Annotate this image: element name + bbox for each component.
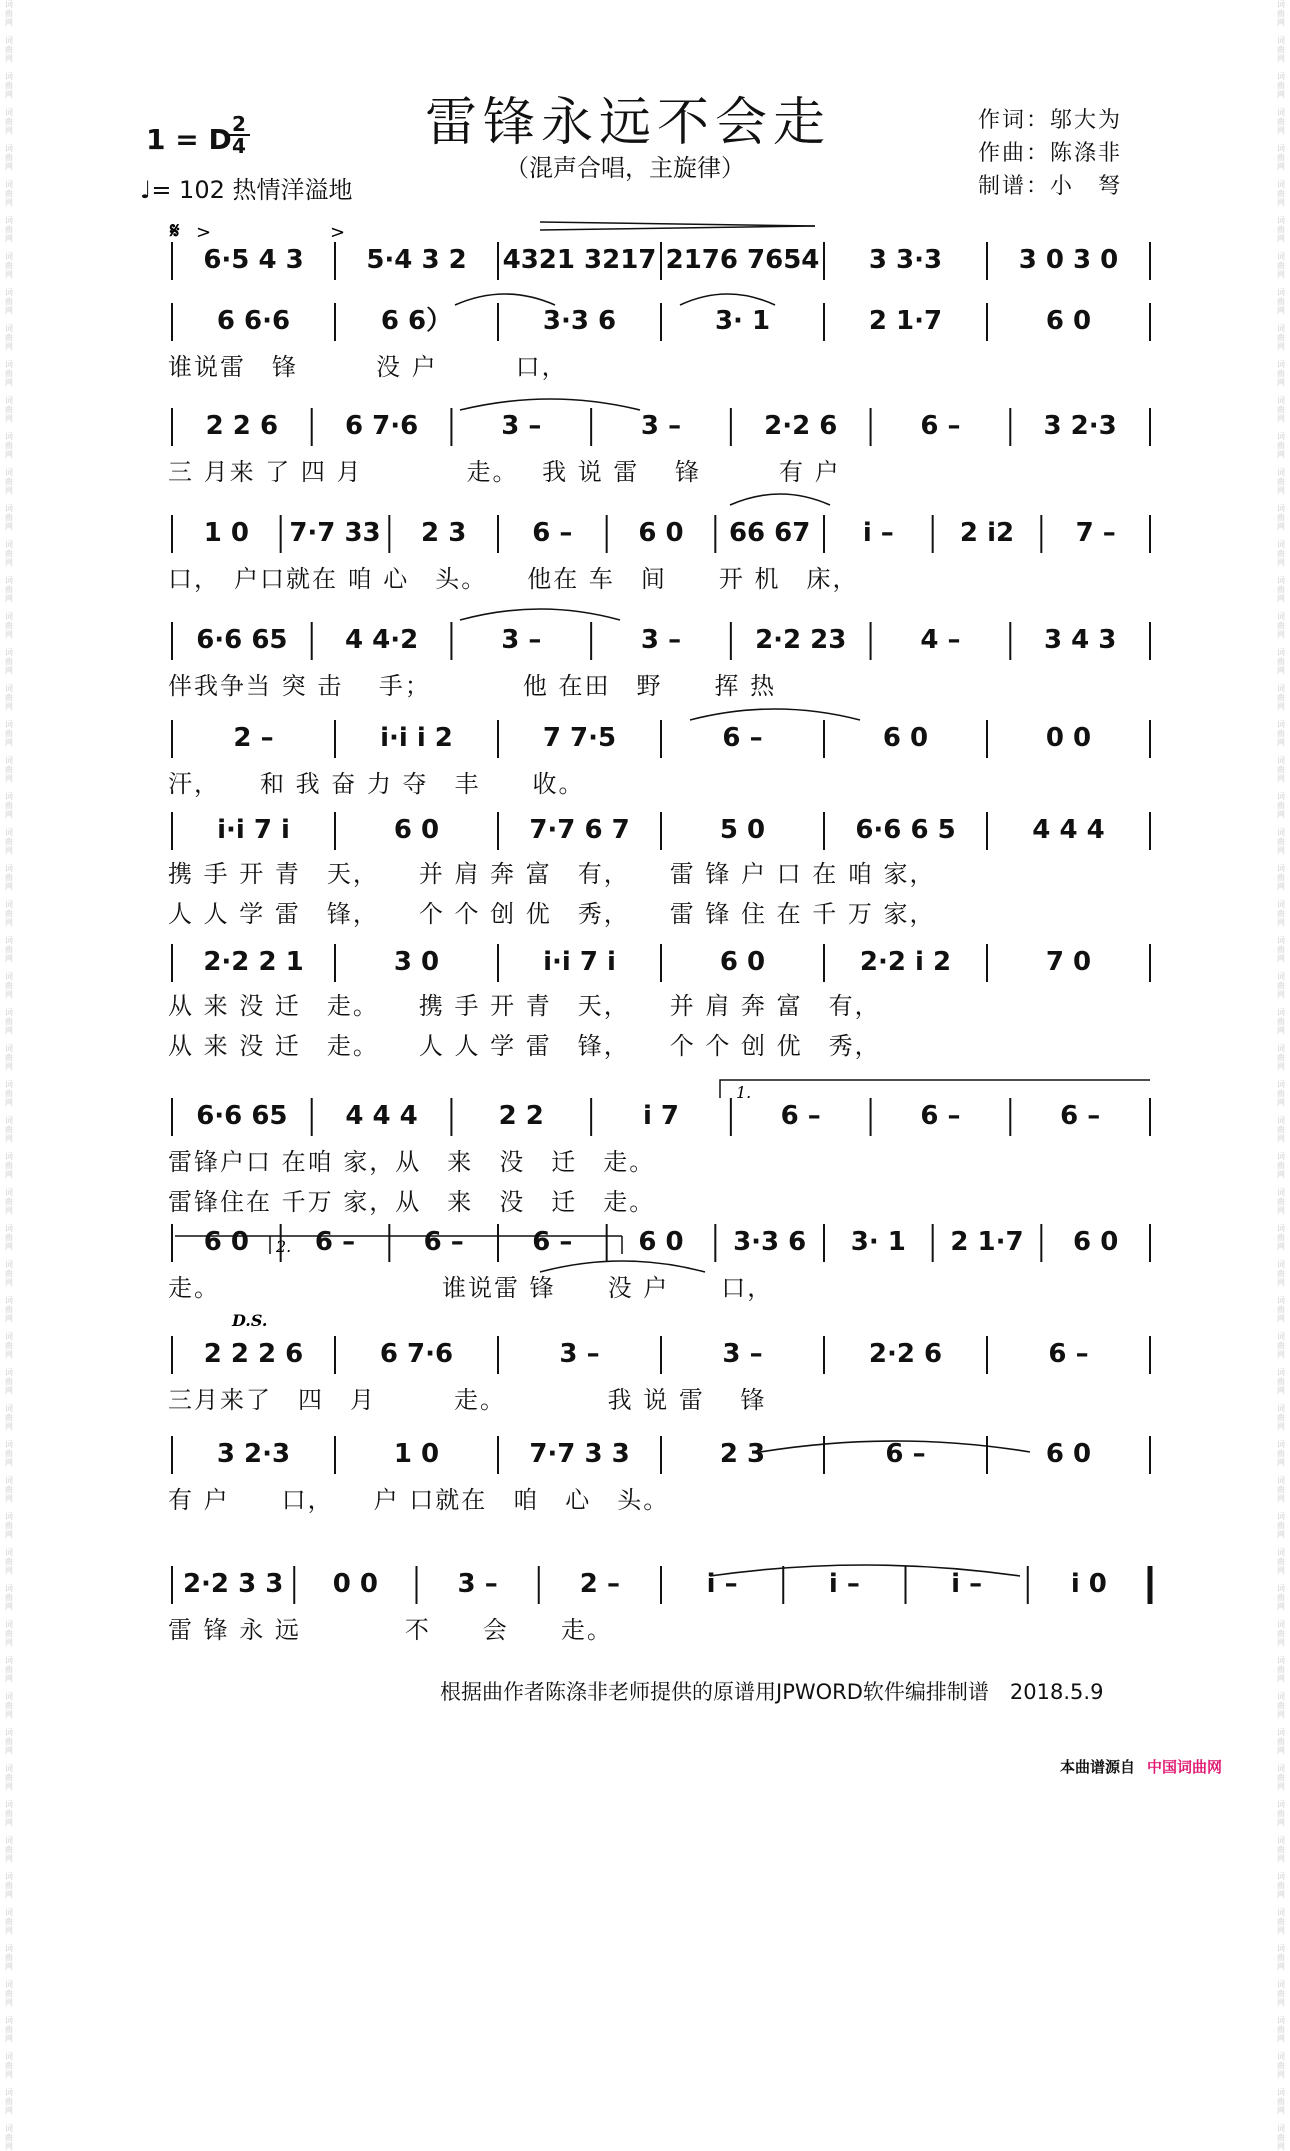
hairpin-line <box>540 226 815 230</box>
measure-notes: 3 2·3 <box>1043 411 1117 441</box>
measure-notes: i – <box>706 1569 738 1599</box>
footer-note: 根据曲作者陈涤非老师提供的原谱用JPWORD软件编排制谱 2018.5.9 <box>440 1680 1104 1704</box>
volta-1-bracket <box>720 1080 1150 1098</box>
measure-notes: 6 – <box>423 1227 464 1257</box>
measure-notes: 4321 3217 <box>502 245 657 275</box>
measure-notes: 3 0 <box>393 947 440 977</box>
measure-notes: 7 7·5 <box>542 723 617 753</box>
key-signature: 1 = D <box>146 123 232 156</box>
song-subtitle: （混声合唱，主旋律） <box>505 154 745 182</box>
measure-notes: 6·6 6 5 <box>855 815 956 845</box>
measure-notes: 6 7·6 <box>379 1339 454 1369</box>
ds-mark: D.S. <box>232 1311 268 1330</box>
measure-notes: 6 – <box>1060 1101 1101 1131</box>
measure-notes: 1 0 <box>203 518 249 548</box>
measure-notes: i·i i 2 <box>380 723 453 753</box>
tie-slur <box>460 399 640 410</box>
measure-notes: 6 – <box>1048 1339 1089 1369</box>
measure-notes: i – <box>862 518 894 548</box>
lyric-line: 雷锋户口 在咱 家，从 来 没 迁 走。 <box>168 1148 656 1176</box>
volta-2-label: 2. <box>276 1237 292 1256</box>
measure-notes: i – <box>828 1569 860 1599</box>
lyricist-credit: 作词：邬大为 <box>978 108 1123 133</box>
lyric-line: 汗， 和 我 奋 力 夺 丰 收。 <box>168 770 585 798</box>
measure-notes: 6 0 <box>1073 1227 1119 1257</box>
song-title: 雷锋永远不会走 <box>425 93 832 153</box>
tie-slur <box>455 294 555 305</box>
lyric-line: 三月来了 四 月 走。 我 说 雷 锋 <box>168 1386 767 1414</box>
measure-notes: 2 – <box>579 1569 620 1599</box>
measure-notes: 6 – <box>722 723 763 753</box>
volta-1-label: 1. <box>736 1083 752 1102</box>
left-margin-watermark: 词 曲 网 词 曲 网 词 曲 网 词 曲 网 词 曲 网 词 曲 网 词 曲 网 词 曲 网 词 曲 网 词 曲 网 词 曲 网 词 曲 网 词 曲 网 词 曲 网 词 曲 网 词 曲 网 词 曲 网 词 曲 网 词 曲 网 词 曲 网 词 曲 网 词 曲 网 词 曲 网 词 曲 网 词 曲 网 词 曲 网 词 曲 网 词 曲 网 词 曲 网 词 曲 网 词 曲 网 词 曲 网 词 曲 网 词 曲 网 词 曲 网 词 曲 网 词 曲 网 词 曲 网 词 曲 网 词 曲 网 词 曲 网 词 曲 网 词 曲 网 词 曲 网 词 曲 网 词 曲 网 词 曲 网 词 曲 网 词 曲 网 词 曲 网 词 曲 网 词 曲 网 词 曲 网 词 曲 网 词 曲 网 词 曲 网 词 曲 网 词 曲 网 词 曲 网 词 曲 网 <box>5 0 13 2151</box>
measure-notes: 6 6·6 <box>216 306 291 336</box>
measure-notes: 2 – <box>233 723 274 753</box>
measure-notes: 2 3 <box>421 518 467 548</box>
measure-notes: 2·2 6 <box>868 1339 943 1369</box>
measure-notes: 0 0 <box>1045 723 1092 753</box>
hairpin-line <box>540 222 815 226</box>
measure-notes: 3 – <box>559 1339 600 1369</box>
measure-notes: 0 0 <box>332 1569 378 1599</box>
lyric-line: 人 人 学 雷 锋， 个 个 创 优 秀， 雷 锋 住 在 千 万 家， <box>168 900 936 928</box>
measure-notes: 2 i2 <box>959 518 1015 548</box>
measure-notes: 7·7 33 <box>289 518 381 548</box>
composer-credit: 作曲：陈涤非 <box>978 141 1123 166</box>
measure-notes: 3 – <box>640 411 682 441</box>
lyric-line: 从 来 没 迁 走。 人 人 学 雷 锋， 个 个 创 优 秀， <box>168 1032 881 1060</box>
right-margin-watermark: 词 曲 网 词 曲 网 词 曲 网 词 曲 网 词 曲 网 词 曲 网 词 曲 网 词 曲 网 词 曲 网 词 曲 网 词 曲 网 词 曲 网 词 曲 网 词 曲 网 词 曲 网 词 曲 网 词 曲 网 词 曲 网 词 曲 网 词 曲 网 词 曲 网 词 曲 网 词 曲 网 词 曲 网 词 曲 网 词 曲 网 词 曲 网 词 曲 网 词 曲 网 词 曲 网 词 曲 网 词 曲 网 词 曲 网 词 曲 网 词 曲 网 词 曲 网 词 曲 网 词 曲 网 词 曲 网 词 曲 网 词 曲 网 词 曲 网 词 曲 网 词 曲 网 词 曲 网 词 曲 网 词 曲 网 词 曲 网 词 曲 网 词 曲 网 词 曲 网 词 曲 网 词 曲 网 词 曲 网 词 曲 网 词 曲 网 词 曲 网 词 曲 网 词 曲 网 词 曲 网 <box>1277 0 1285 2151</box>
tie-slur <box>460 609 620 620</box>
measure-notes: 7·7 3 3 <box>529 1439 630 1469</box>
measure-notes: 2·2 i 2 <box>859 947 952 977</box>
measure-notes: 2 2 <box>498 1101 544 1131</box>
lyric-line: 雷锋住在 千万 家，从 来 没 迁 走。 <box>168 1188 656 1216</box>
measure-notes: 2 1·7 <box>868 306 943 336</box>
source-credit <box>1060 1756 1222 1777</box>
notation-credit: 制谱：小 弩 <box>978 174 1123 199</box>
measure-notes: 3 0 3 0 <box>1018 245 1119 275</box>
measure-notes: 3· 1 <box>714 306 771 336</box>
measure-notes: 3 4 3 <box>1043 625 1117 655</box>
measure-notes: 7 – <box>1075 518 1116 548</box>
measure-notes: 7 0 <box>1045 947 1092 977</box>
source-brand: 中国词曲网 <box>1147 1758 1223 1776</box>
measure-notes: i 0 <box>1070 1569 1107 1599</box>
measure-notes: 3 2·3 <box>216 1439 291 1469</box>
measure-notes: 2·2 23 <box>755 625 847 655</box>
tie-slur <box>540 1261 705 1272</box>
measure-notes: 6 0 <box>638 1227 684 1257</box>
lyric-line: 携 手 开 青 天， 并 肩 奔 富 有， 雷 锋 户 口 在 咱 家， <box>168 860 936 888</box>
measure-notes: 2·2 6 <box>764 411 838 441</box>
segno-mark: 𝄋 <box>170 219 180 244</box>
measure-notes: 2 2 2 6 <box>203 1339 304 1369</box>
measure-notes: 1 0 <box>393 1439 440 1469</box>
measure-notes: 6 0 <box>1045 1439 1092 1469</box>
measure-notes: 2 2 6 <box>205 411 279 441</box>
tie-slur <box>690 709 860 720</box>
measure-notes: 6 0 <box>719 947 766 977</box>
source-label: 本曲谱源自 <box>1060 1758 1136 1776</box>
tie-slur <box>730 494 830 505</box>
measure-notes: 6·6 65 <box>196 625 288 655</box>
measure-notes: 2 3 <box>719 1439 766 1469</box>
accent-mark: > <box>330 222 346 243</box>
lyric-line: 口， 户口就在 咱 心 头。 他在 车 间 开 机 床， <box>168 565 859 593</box>
measure-notes: 3· 1 <box>850 1227 906 1257</box>
measure-notes: i – <box>951 1569 983 1599</box>
measure-notes: 4 4 4 <box>1032 815 1105 845</box>
lyric-line: 有 户 口， 户 口就在 咱 心 头。 <box>168 1486 670 1514</box>
measure-notes: 6·5 4 3 <box>203 245 304 275</box>
lyric-line: 伴我争当 突 击 手； 他 在田 野 挥 热 <box>168 672 777 700</box>
measure-notes: 3·3 6 <box>542 306 617 336</box>
measure-notes: 3 – <box>501 625 542 655</box>
measure-notes: 3 – <box>501 411 542 441</box>
measure-notes: 3 – <box>457 1569 498 1599</box>
measure-notes: 6 – <box>780 1101 821 1131</box>
time-signature-top: 2 <box>228 114 250 136</box>
measure-notes: 6 0 <box>882 723 929 753</box>
measure-notes: 2 1·7 <box>950 1227 1024 1257</box>
measure-notes: i 7 <box>642 1101 680 1131</box>
measure-notes: 4 – <box>920 625 961 655</box>
tie-slur <box>680 294 775 305</box>
measure-notes: 6 0 <box>1045 306 1092 336</box>
measure-notes: 6 – <box>920 411 961 441</box>
measure-notes: 4 4·2 <box>344 625 419 655</box>
measure-notes: 3 – <box>722 1339 763 1369</box>
measure-notes: 2·2 2 1 <box>203 947 304 977</box>
measure-notes: 5 0 <box>719 815 766 845</box>
measure-notes: 7·7 6 7 <box>529 815 630 845</box>
measure-notes: 4 4 4 <box>345 1101 418 1131</box>
measure-notes: 6 – <box>532 1227 573 1257</box>
lyric-line: 雷 锋 永 远 不 会 走。 <box>168 1616 613 1644</box>
measure-notes: 6 0 <box>203 1227 249 1257</box>
measure-notes: 2176 7654 <box>665 245 820 275</box>
measure-notes: 6 – <box>885 1439 926 1469</box>
measure-notes: 6 0 <box>638 518 684 548</box>
measure-notes: 6 6） <box>380 306 453 336</box>
measure-notes: 3 3·3 <box>868 245 943 275</box>
measure-notes: 6 – <box>314 1227 356 1257</box>
measure-notes: i·i 7 i <box>217 815 290 845</box>
lyric-line: 从 来 没 迁 走。 携 手 开 青 天， 并 肩 奔 富 有， <box>168 992 881 1020</box>
measure-notes: 5·4 3 2 <box>366 245 467 275</box>
measure-notes: 3 – <box>640 625 682 655</box>
measure-notes: 6·6 65 <box>196 1101 288 1131</box>
accent-mark: > <box>196 222 212 243</box>
measure-notes: 6 7·6 <box>344 411 419 441</box>
measure-notes: 66 67 <box>728 518 811 548</box>
lyric-line: 谁说雷 锋 没 户 口， <box>168 353 568 381</box>
measure-notes: i·i 7 i <box>543 947 616 977</box>
lyric-line: 走。 谁说雷 锋 没 户 口， <box>168 1274 774 1302</box>
measure-notes: 6 – <box>532 518 573 548</box>
measure-notes: 2·2 3 3 <box>182 1569 284 1599</box>
measure-notes: 6 0 <box>393 815 440 845</box>
tempo-marking: ♩= 102 热情洋溢地 <box>140 176 353 204</box>
measure-notes: 6 – <box>920 1101 961 1131</box>
lyric-line: 三 月来 了 四 月 走。 我 说 雷 锋 有 户 <box>168 458 841 486</box>
measure-notes: 3·3 6 <box>733 1227 807 1257</box>
time-signature-bottom: 4 <box>232 134 246 158</box>
